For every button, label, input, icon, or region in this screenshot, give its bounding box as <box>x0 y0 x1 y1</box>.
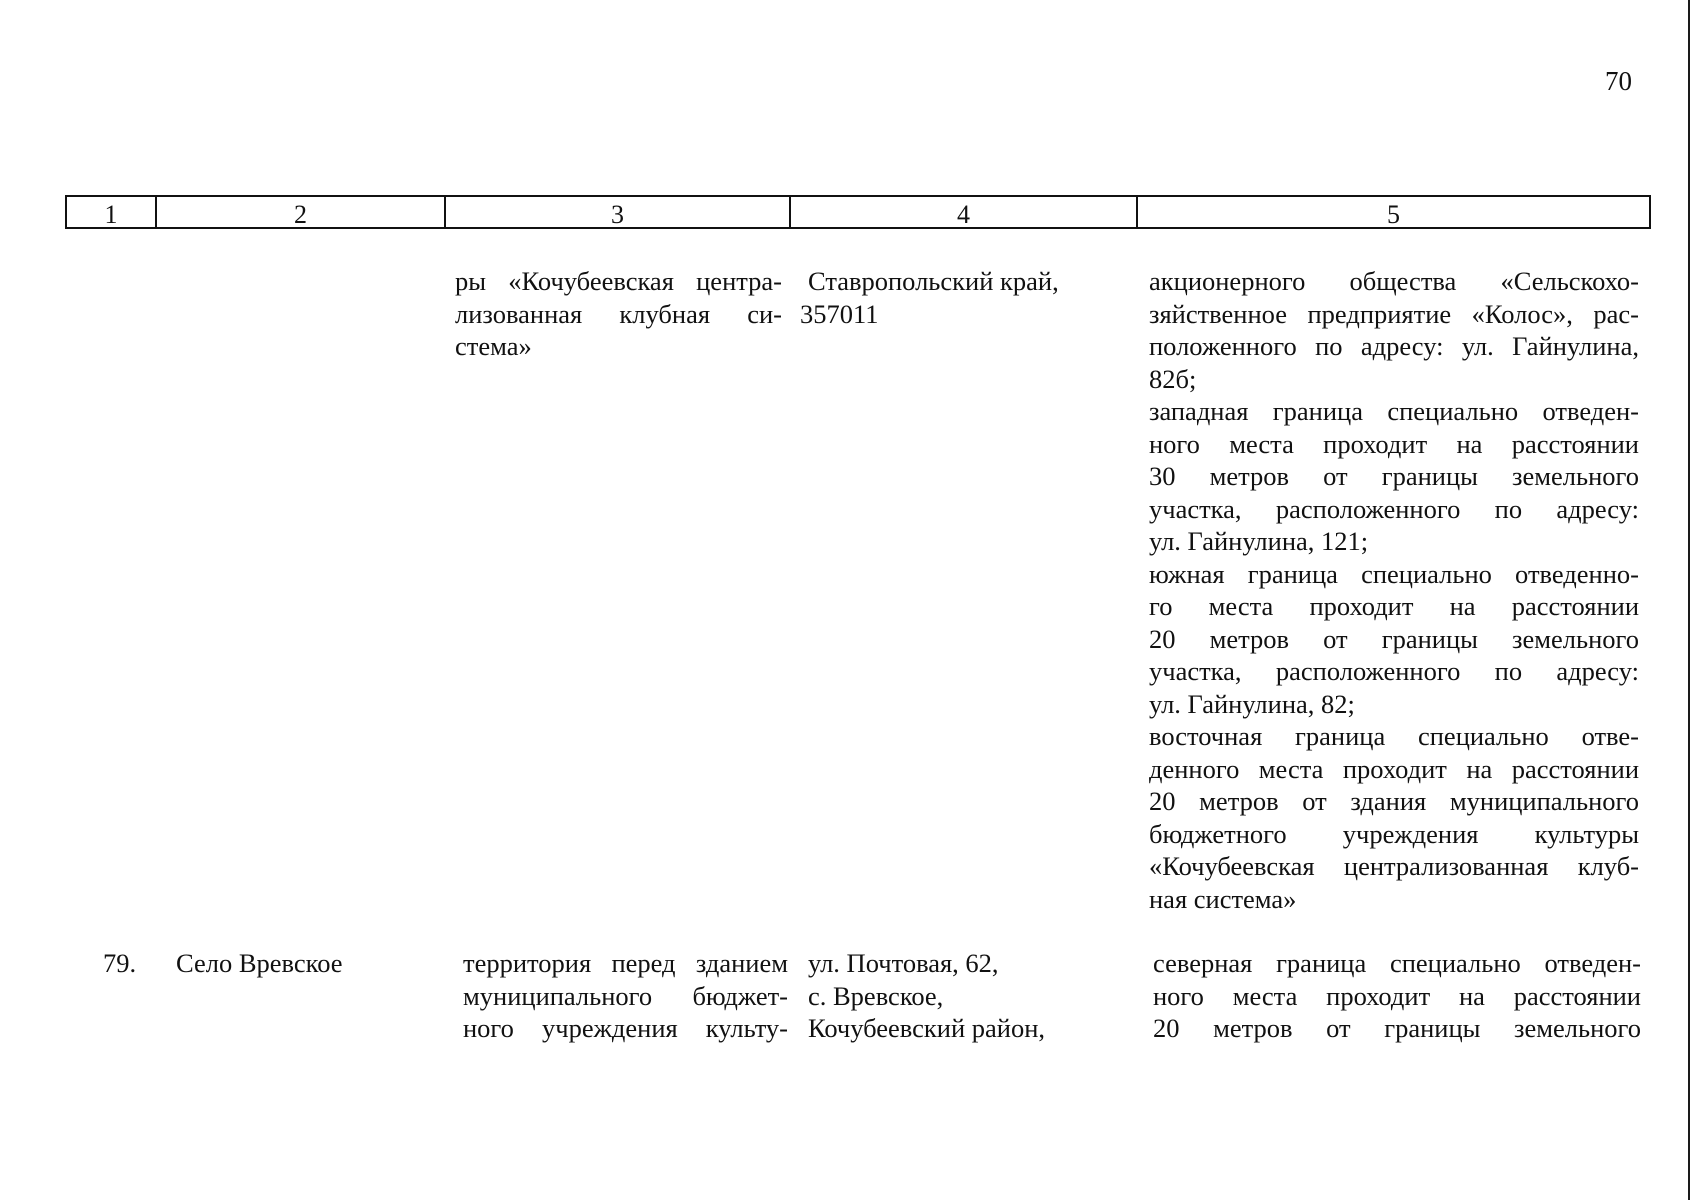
header-col-3: 3 <box>446 197 791 227</box>
header-col-2: 2 <box>157 197 446 227</box>
text-line: 82б; <box>1149 363 1197 394</box>
text-line: участка, расположенного по адресу: <box>1149 656 1639 686</box>
column-number-header <box>65 195 1651 229</box>
text-line: западная граница специально отведен- <box>1149 396 1639 426</box>
text-line: 30 метров от границы земельного <box>1149 461 1639 491</box>
text-line: лизованная клубная си- <box>455 298 782 329</box>
text-line: зяйственное предприятие «Колос», рас- <box>1149 298 1639 329</box>
row-79-col5-text <box>1153 947 1641 1045</box>
text-line: 20 метров от границы земельного <box>1149 623 1639 654</box>
text-line: ная система» <box>1149 883 1297 914</box>
text-line: акционерного общества «Сельскохо- <box>1149 266 1639 296</box>
text-line: «Кочубеевская централизованная клуб- <box>1149 851 1639 881</box>
page-number: 70 <box>1605 66 1632 96</box>
text-line: территория перед зданием <box>463 948 788 978</box>
text-line: ры «Кочубеевская центра- <box>455 266 782 296</box>
text-line: ного места проходит на расстоянии <box>1149 428 1639 459</box>
text-line: восточная граница специально отве- <box>1149 721 1639 751</box>
cont-col3-text <box>455 265 782 363</box>
text-line: 20 метров от границы земельного <box>1153 1013 1641 1043</box>
cont-col4-text <box>800 265 1100 330</box>
text-line: муниципального бюджет- <box>463 980 788 1011</box>
text-line: южная граница специально отведенно- <box>1149 558 1639 589</box>
row-79-col4-text <box>808 947 1108 1045</box>
text-line: ного места проходит на расстоянии <box>1153 980 1641 1011</box>
text-line: денного места проходит на расстоянии <box>1149 753 1639 784</box>
text-line: северная граница специально отведен- <box>1153 948 1641 978</box>
text-line: бюджетного учреждения культуры <box>1149 818 1639 849</box>
text-line: 20 метров от здания муниципального <box>1149 786 1639 816</box>
text-line: Ставропольский край, <box>808 266 1059 296</box>
text-line: Кочубеевский район, <box>808 1013 1046 1043</box>
text-line: ного учреждения культу- <box>463 1013 788 1043</box>
text-line: ул. Гайнулина, 82; <box>1149 688 1355 719</box>
text-line: положенного по адресу: ул. Гайнулина, <box>1149 331 1639 361</box>
header-col-1: 1 <box>67 197 157 227</box>
page-edge-line <box>1688 0 1690 1200</box>
cont-col5-text <box>1149 265 1639 915</box>
text-line: участка, расположенного по адресу: <box>1149 493 1639 524</box>
text-line: го места проходит на расстоянии <box>1149 591 1639 621</box>
text-line: с. Вревское, <box>808 980 944 1011</box>
text-line: ул. Гайнулина, 121; <box>1149 526 1369 556</box>
row-79-col3-text <box>463 947 788 1045</box>
row-79-name: Село Вревское <box>176 948 343 978</box>
text-line: стема» <box>455 331 532 361</box>
header-col-5: 5 <box>1387 200 1400 229</box>
row-79-number: 79. <box>103 948 137 978</box>
text-line: ул. Почтовая, 62, <box>808 948 999 978</box>
text-line: 357011 <box>800 298 879 329</box>
header-col-4: 4 <box>791 197 1138 227</box>
